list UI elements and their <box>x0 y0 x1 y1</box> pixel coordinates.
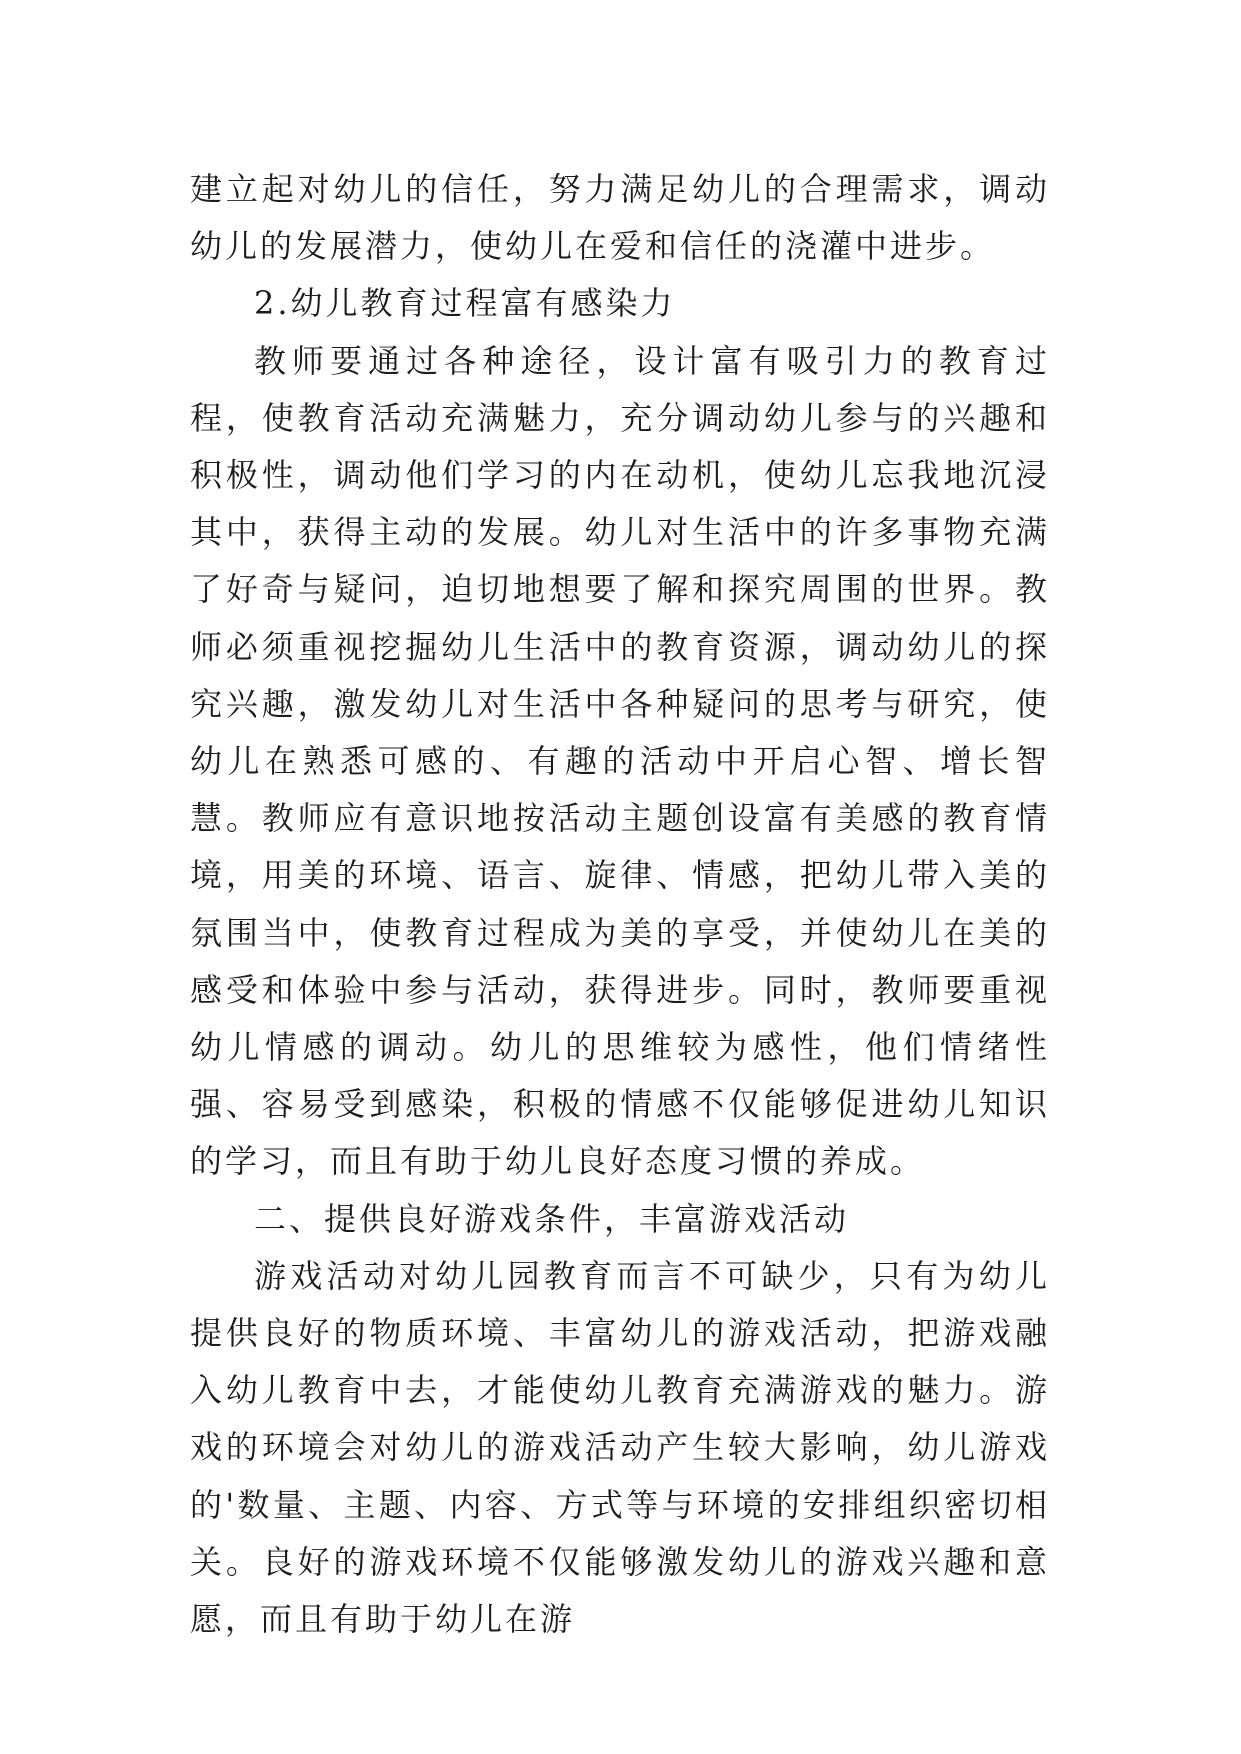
document-body <box>190 161 1050 1648</box>
paragraph-continued: 建立起对幼儿的信任，努力满足幼儿的合理需求，调动幼儿的发展潜力，使幼儿在爱和信任的浇灌中进步。 <box>190 170 1050 266</box>
section-heading-2: 2.幼儿教育过程富有感染力 <box>254 284 676 323</box>
paragraph-teaching-process: 教师要通过各种途径，设计富有吸引力的教育过程，使教育活动充满魅力，充分调动幼儿参与的兴趣和积极性，调动他们学习的内在动机，使幼儿忘我地沉浸其中，获得主动的发展。幼儿对生活中的许多事物充满了好奇与疑问，迫切地想要了解和探究周围的世界。教师必须重视挖掘幼儿生活中的教育资源，调动幼儿的探究兴趣，激发幼儿对生活中各种疑问的思考与研究，使幼儿在熟悉可感的、有趣的活动中开启心智、增长智慧。教师应有意识地按活动主题创设富有美感的教育情境，用美的环境、语言、旋律、情感，把幼儿带入美的氛围当中，使教育过程成为美的享受，并使幼儿在美的感受和体验中参与活动，获得进步。同时，教师要重视幼儿情感的调动。幼儿的思维较为感性，他们情绪性强、容易受到感染，积极的情感不仅能够促进幼儿知识的学习，而且有助于幼儿良好态度习惯的养成。 <box>190 341 1050 1181</box>
section-heading-two: 二、提供良好游戏条件，丰富游戏活动 <box>254 1199 850 1238</box>
paragraph-game-activities: 游戏活动对幼儿园教育而言不可缺少，只有为幼儿提供良好的物质环境、丰富幼儿的游戏活动，把游戏融入幼儿教育中去，才能使幼儿教育充满游戏的魅力。游戏的环境会对幼儿的游戏活动产生较大影响，幼儿游戏的'数量、主题、内容、方式等与环境的安排组织密切相关。良好的游戏环境不仅能够激发幼儿的游戏兴趣和意愿，而且有助于幼儿在游 <box>190 1256 1050 1639</box>
